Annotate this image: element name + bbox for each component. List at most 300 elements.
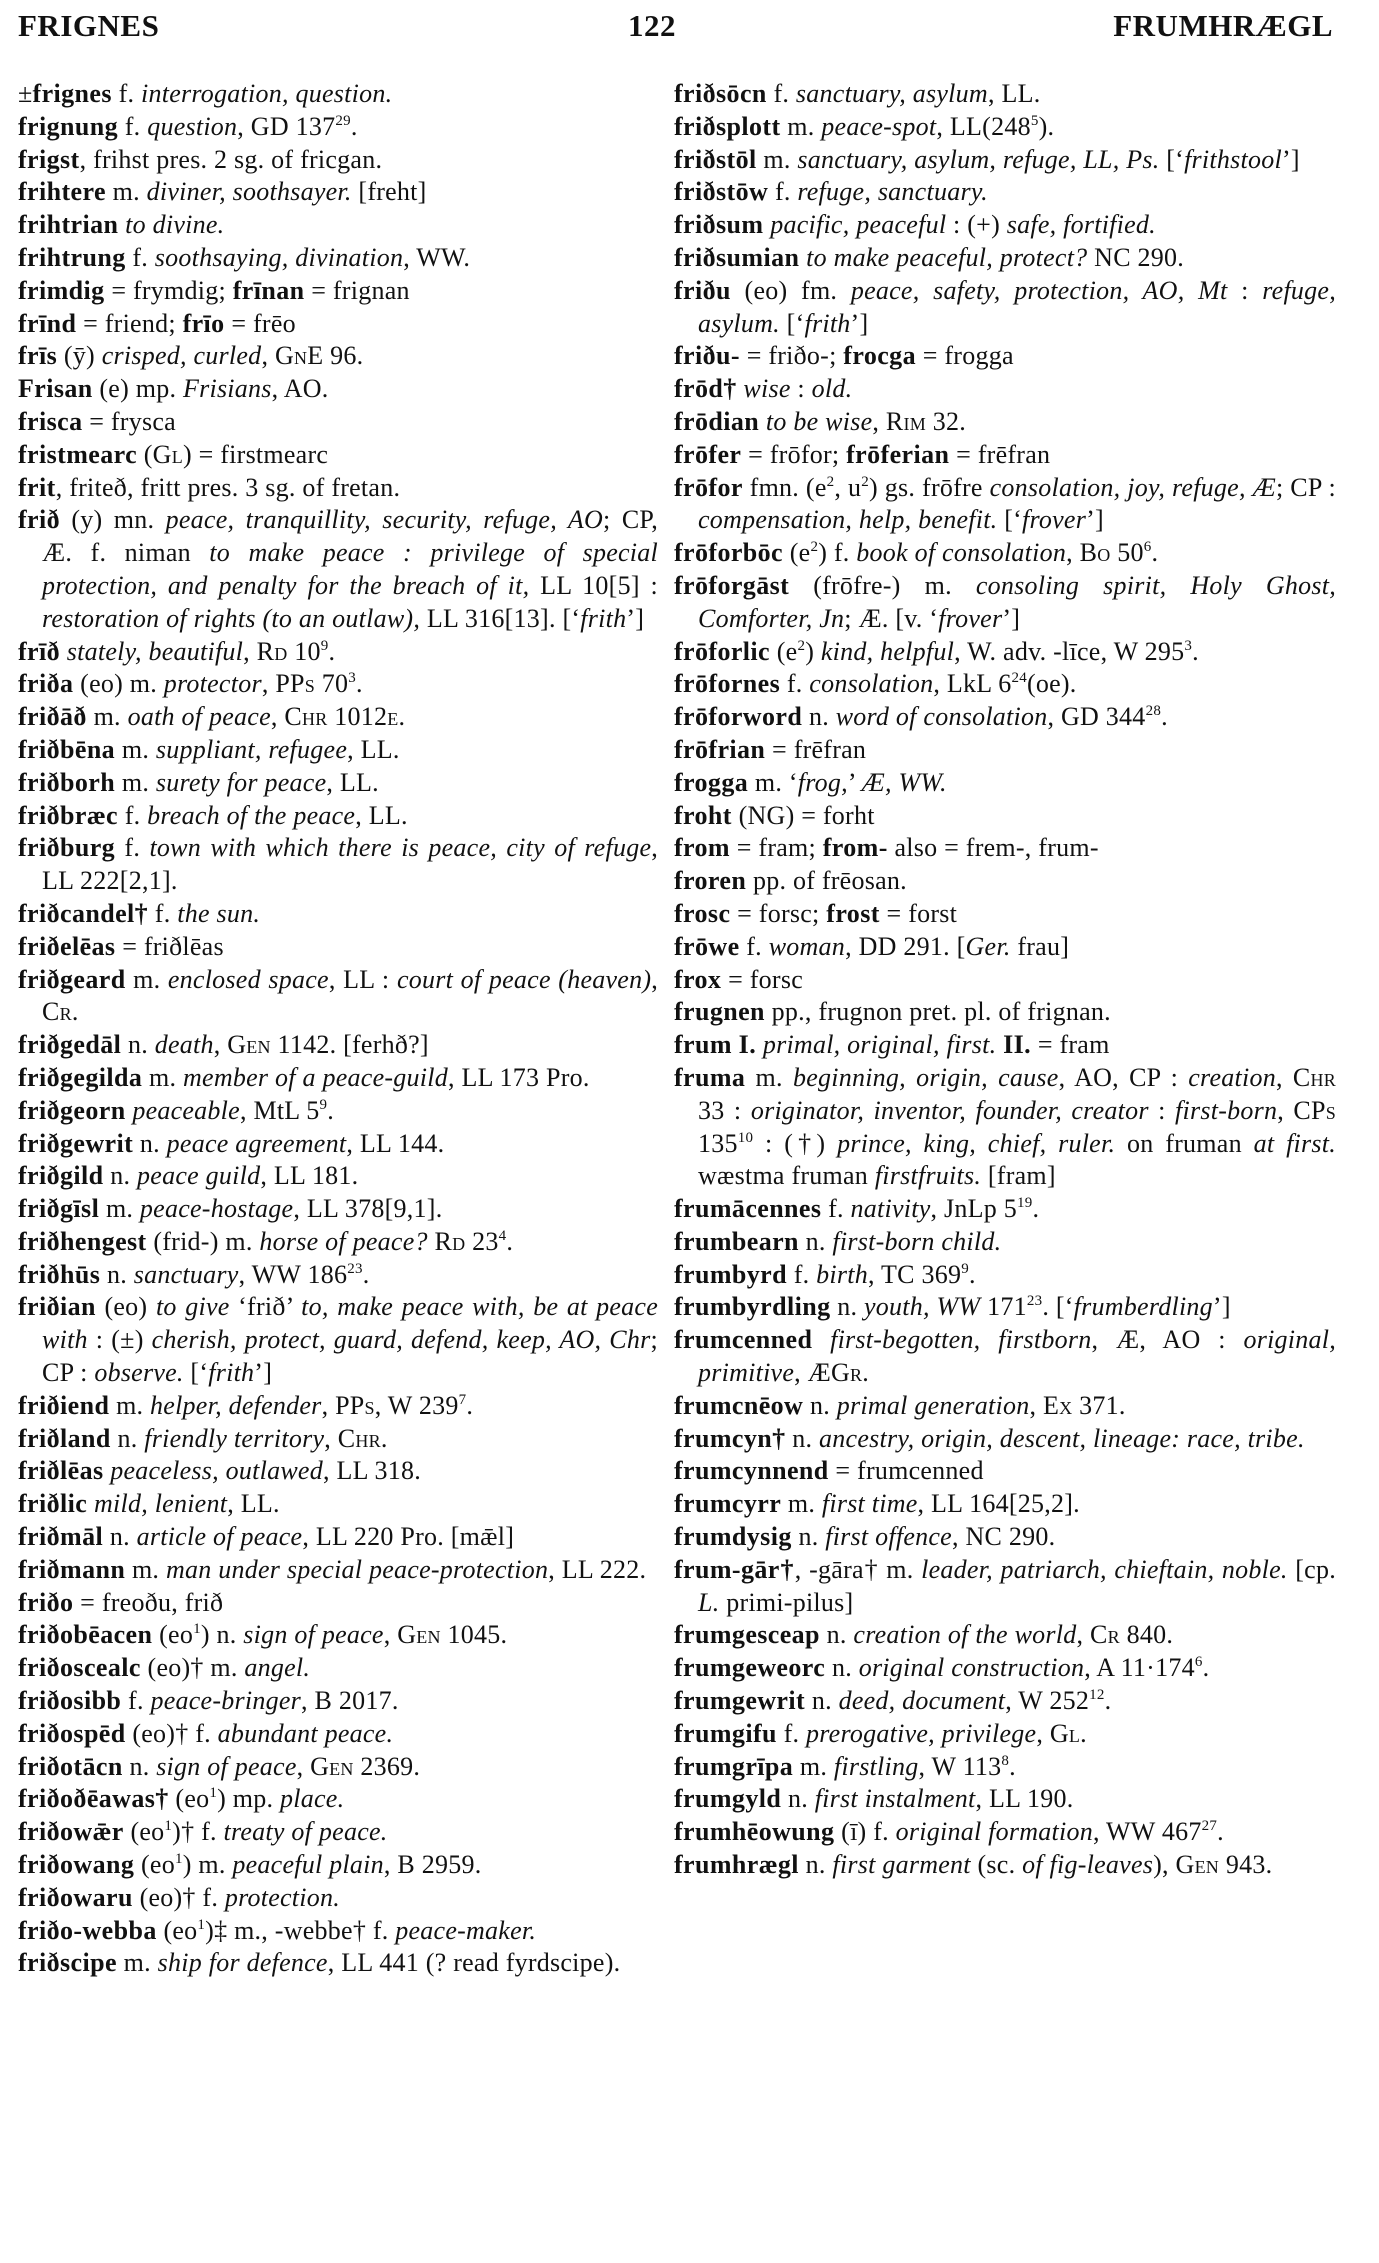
entry-headword: friðbræc xyxy=(18,800,118,830)
entry-headword: frox xyxy=(674,964,722,994)
entry-definition-italic: prince, king, chief, ruler. xyxy=(837,1128,1116,1158)
entry-headword: frumdysig xyxy=(674,1522,792,1552)
entry-text: , CP xyxy=(1277,1095,1326,1125)
dictionary-entry xyxy=(674,1685,1336,1718)
entry-headword: friðmann xyxy=(18,1554,126,1584)
dictionary-entry xyxy=(18,111,658,144)
entry-definition-italic: primal generation xyxy=(836,1390,1030,1420)
entry-superscript: 1 xyxy=(164,1818,173,1835)
entry-headword: friðobēacen xyxy=(18,1620,153,1650)
entry-text: m. xyxy=(793,1751,834,1781)
entry-text: . xyxy=(1151,538,1159,568)
dictionary-entry xyxy=(674,406,1336,439)
dictionary-entry xyxy=(674,111,1336,144)
entry-headword: fruma xyxy=(674,1062,746,1092)
entry-text: 23 xyxy=(465,1226,499,1256)
entry-text: n. xyxy=(825,1653,859,1683)
entry-definition-italic: oath of peace xyxy=(127,702,271,732)
entry-text: , C xyxy=(1275,1062,1311,1092)
entry-text: n. xyxy=(122,1751,157,1781)
entry-headword: frīs xyxy=(18,341,58,371)
dictionary-entry xyxy=(18,209,658,242)
entry-text xyxy=(732,1030,739,1059)
entry-text: , LL. xyxy=(326,767,379,797)
entry-headword: friðsplott xyxy=(674,111,781,141)
dictionary-entry xyxy=(18,1718,658,1751)
dictionary-entry xyxy=(674,668,1336,701)
entry-headword: frumgifu xyxy=(674,1718,777,1748)
entry-text: (ī) f. xyxy=(834,1817,896,1847)
dictionary-entry xyxy=(674,1652,1336,1685)
entry-headword: fristmearc xyxy=(18,439,138,469)
entry-headword: frīo xyxy=(182,308,225,338)
entry-small-caps-text: s xyxy=(1325,1095,1336,1125)
entry-superscript: 24 xyxy=(1011,670,1027,687)
entry-headword: frosc xyxy=(674,898,731,928)
entry-text: = freoðu, frið xyxy=(73,1587,224,1617)
entry-definition-italic: protection. xyxy=(224,1882,340,1912)
entry-text: = forsc; xyxy=(730,898,827,928)
entry-text: . xyxy=(862,1358,870,1388)
entry-superscript: 9 xyxy=(319,1096,328,1113)
entry-text: n. xyxy=(791,1522,826,1552)
entry-text: , LL 378[9,1]. xyxy=(293,1194,443,1224)
entry-definition-italic: soothsaying, divination xyxy=(154,242,404,272)
entry-headword: frōfer xyxy=(674,439,742,469)
entry-headword: friðhengest xyxy=(18,1226,147,1256)
entry-text: . xyxy=(356,669,363,699)
entry-headword: frigst xyxy=(18,144,80,174)
entry-text: 10 xyxy=(287,636,321,666)
entry-text xyxy=(60,637,67,666)
entry-definition-italic: first-born xyxy=(1175,1095,1278,1125)
dictionary-entry xyxy=(674,1029,1336,1062)
entry-definition-italic: firstling xyxy=(833,1751,919,1781)
entry-definition-italic: crisped, curled xyxy=(101,341,262,371)
entry-text: , A 11·174 xyxy=(1084,1653,1195,1683)
dictionary-entry xyxy=(18,504,658,635)
entry-definition-italic: beginning, origin, cause xyxy=(792,1062,1059,1092)
dictionary-entry xyxy=(674,800,1336,833)
entry-definition-italic: pacific, peaceful xyxy=(770,210,947,240)
entry-superscript: 3 xyxy=(1184,637,1193,654)
entry-superscript: 2 xyxy=(797,637,806,654)
entry-text: m. xyxy=(99,1194,140,1224)
entry-text: , LL. xyxy=(987,79,1041,108)
entry-headword: friðgild xyxy=(18,1161,104,1191)
entry-definition-italic: peaceless, outlawed xyxy=(110,1456,323,1486)
dictionary-entry xyxy=(18,1685,658,1718)
entry-text: [‘ xyxy=(779,308,805,338)
left-column xyxy=(18,78,658,1980)
entry-definition-italic: consolation, joy, refuge, Æ xyxy=(989,472,1276,502)
entry-definition-italic: protector xyxy=(163,669,262,699)
dictionary-entry xyxy=(674,1619,1336,1652)
entry-text: , LL 222. xyxy=(548,1554,647,1584)
entry-definition-italic: article of peace xyxy=(136,1522,303,1552)
entry-text: . xyxy=(1161,702,1168,732)
entry-text: )‡ m., -webbe† f. xyxy=(205,1915,396,1945)
entry-text: (frōfre-) m. xyxy=(789,570,976,600)
entry-text: m. ‘ xyxy=(748,767,798,797)
entry-text: 943. xyxy=(1219,1850,1273,1880)
entry-text: n. xyxy=(103,1522,137,1552)
dictionary-entry xyxy=(674,242,1336,275)
entry-text: ’ xyxy=(847,767,862,797)
entry-text: , WW 467 xyxy=(1092,1817,1202,1847)
entry-text: : xyxy=(790,374,812,404)
entry-text: , LL : xyxy=(328,964,397,994)
dictionary-entry xyxy=(674,1062,1336,1193)
entry-superscript: 12 xyxy=(1089,1687,1105,1704)
entry-superscript: 2 xyxy=(810,539,819,556)
entry-text: ) = firstmearc xyxy=(182,439,329,469)
dictionary-entry xyxy=(18,78,658,111)
entry-text: ± xyxy=(18,79,33,108)
entry-definition-italic: abundant peace. xyxy=(217,1718,394,1748)
dictionary-entry xyxy=(18,734,658,767)
dictionary-entry xyxy=(674,701,1336,734)
entry-text: m. xyxy=(781,1489,822,1519)
entry-definition-italic: peace-hostage xyxy=(139,1194,294,1224)
entry-text: : (†) xyxy=(753,1128,838,1158)
running-head-first-word: FRIGNES xyxy=(18,8,160,43)
entry-text: , W 113 xyxy=(918,1751,1002,1781)
dictionary-entry xyxy=(18,1390,658,1423)
entry-headword: friðcandel† xyxy=(18,898,149,928)
entry-definition-italic: sanctuary xyxy=(133,1259,239,1289)
entry-small-caps-text: d xyxy=(274,636,288,666)
entry-text: , LL. xyxy=(347,734,400,764)
entry-definition-italic: word of consolation xyxy=(835,702,1048,732)
entry-definition-italic: prerogative, privilege xyxy=(806,1718,1037,1748)
entry-definition-italic: stately, beautiful xyxy=(66,636,244,666)
dictionary-entry xyxy=(18,1062,658,1095)
entry-definition-italic: frith xyxy=(580,603,627,633)
entry-text: wæstma fruman xyxy=(698,1161,875,1191)
entry-definition-italic: first offence xyxy=(825,1522,952,1552)
entry-text: , C xyxy=(42,964,658,1027)
entry-text: , GD 344 xyxy=(1047,702,1146,732)
dictionary-entry xyxy=(674,1226,1336,1259)
entry-text: , ÆG xyxy=(794,1358,851,1388)
entry-text: m. xyxy=(745,1062,793,1092)
entry-headword: frōforbōc xyxy=(674,538,783,568)
entry-text: m. xyxy=(142,1062,184,1092)
entry-text: = forsc xyxy=(721,964,803,994)
entry-text: ) f. xyxy=(818,538,857,568)
entry-definition-italic: court of peace (heaven) xyxy=(396,964,652,994)
dictionary-entry xyxy=(18,832,658,898)
entry-text: primi-pilus] xyxy=(719,1587,854,1617)
entry-definition-italic: original formation xyxy=(895,1817,1093,1847)
entry-definition-italic: wise xyxy=(743,374,791,404)
entry-small-caps-text: hr xyxy=(301,702,328,732)
entry-text: . xyxy=(466,1390,474,1420)
entry-headword: friðbēna xyxy=(18,734,116,764)
entry-definition-italic: friendly territory xyxy=(144,1423,325,1453)
entry-headword: friðosibb xyxy=(18,1686,122,1716)
entry-text: n. xyxy=(133,1128,167,1158)
entry-text: n. xyxy=(100,1259,134,1289)
entry-definition-italic: nativity xyxy=(850,1194,931,1224)
entry-definition-italic: birth xyxy=(816,1259,868,1289)
entry-text: 1045. xyxy=(440,1620,508,1650)
dictionary-entry xyxy=(674,472,1336,538)
entry-text: ) mp. xyxy=(217,1784,281,1814)
entry-headword: frið xyxy=(18,505,61,535)
entry-text: , MtL 5 xyxy=(239,1095,320,1125)
entry-definition-italic: first time xyxy=(821,1489,918,1519)
entry-text: = frēfran xyxy=(765,734,867,764)
dictionary-entry xyxy=(674,734,1336,767)
entry-small-caps-text: x xyxy=(1059,1390,1073,1420)
entry-headword: friðmāl xyxy=(18,1522,104,1552)
dictionary-entry xyxy=(18,1947,658,1980)
entry-text: f. xyxy=(821,1194,851,1224)
entry-headword: friðland xyxy=(18,1423,111,1453)
dictionary-entry xyxy=(18,1783,658,1816)
entry-text: 135 xyxy=(698,1128,738,1158)
entry-text: , TC 369 xyxy=(867,1259,962,1289)
entry-headword: frumgyld xyxy=(674,1784,782,1814)
dictionary-entry xyxy=(18,636,658,669)
entry-text: ; Æ. [v. ‘ xyxy=(844,603,939,633)
entry-headword: frumbyrd xyxy=(674,1259,787,1289)
entry-superscript: 29 xyxy=(335,112,351,129)
entry-text: , W 252 xyxy=(1005,1686,1090,1716)
entry-text: 171 xyxy=(980,1292,1027,1322)
entry-definition-italic: observe. xyxy=(94,1358,184,1388)
entry-text: (sc. xyxy=(970,1850,1023,1880)
entry-text: , G xyxy=(1036,1718,1069,1748)
entry-text: . xyxy=(328,636,336,666)
entry-text: m. xyxy=(105,177,147,207)
entry-text: m. xyxy=(86,702,128,732)
entry-definition-italic: frover xyxy=(1022,505,1087,535)
entry-headword: friðu- xyxy=(674,341,740,371)
entry-headword: friðburg xyxy=(18,833,116,863)
entry-superscript: 1 xyxy=(193,1621,201,1638)
entry-superscript: 1 xyxy=(174,1851,183,1868)
dictionary-entry xyxy=(18,1226,658,1259)
dictionary-entry xyxy=(18,439,658,472)
entry-headword: frōwe xyxy=(674,931,740,961)
entry-definition-italic: consoling spirit, Holy Ghost, Comforter, Jn xyxy=(698,570,1337,633)
dictionary-entry xyxy=(18,1587,658,1620)
entry-small-caps-text: o xyxy=(1097,538,1111,568)
dictionary-entry xyxy=(18,1816,658,1849)
entry-text: (e xyxy=(783,538,811,568)
entry-headword: frumcyrr xyxy=(674,1489,782,1519)
entry-definition-italic: originator, inventor, founder, creator xyxy=(750,1095,1149,1125)
entry-text: E 96. xyxy=(307,341,364,371)
entry-definition-italic: creation xyxy=(1188,1062,1276,1092)
entry-headword: frumgewrit xyxy=(674,1686,806,1716)
entry-headword: friðborh xyxy=(18,767,116,797)
entry-text xyxy=(756,1030,763,1059)
entry-text: = friðo-; xyxy=(739,341,844,371)
entry-superscript: 6 xyxy=(1143,539,1152,556)
entry-text: (eo xyxy=(134,1850,175,1880)
entry-headword: friðāð xyxy=(18,702,87,732)
entry-definition-italic: old. xyxy=(811,374,853,404)
entry-headword: I. xyxy=(738,1030,757,1060)
entry-text: . xyxy=(1032,1194,1040,1224)
entry-definition-italic: death xyxy=(154,1030,214,1060)
entry-headword: frōfornes xyxy=(674,669,781,699)
entry-text: m. xyxy=(115,734,156,764)
entry-headword: frugnen xyxy=(674,997,765,1027)
entry-definition-italic: to be wise xyxy=(765,406,873,436)
entry-text: , LL 220 Pro. [mǣl] xyxy=(302,1522,515,1552)
entry-headword: friðgīsl xyxy=(18,1194,100,1224)
entry-definition-italic: frith xyxy=(804,308,851,338)
entry-definition-italic: town with which there is peace, city of refuge xyxy=(149,833,652,863)
dictionary-entry xyxy=(674,1718,1336,1751)
entry-text: . xyxy=(1104,1686,1112,1716)
entry-text: [fram] xyxy=(981,1161,1056,1191)
entry-text: . xyxy=(1217,1817,1224,1847)
entry-headword: frihtrung xyxy=(18,242,126,272)
entry-text: pp. of frēosan. xyxy=(746,866,907,896)
entry-definition-italic: frog, xyxy=(797,767,848,797)
entry-definition-italic: leader, patriarch, chieftain, noble. xyxy=(921,1554,1288,1584)
dictionary-entry xyxy=(18,275,658,308)
entry-text: (eo xyxy=(152,1620,194,1650)
entry-definition-italic: to, make peace with, be at peace with xyxy=(42,1292,658,1355)
entry-definition-italic: consolation xyxy=(809,669,934,699)
entry-headword: friðsōcn xyxy=(674,79,767,108)
entry-definition-italic: woman xyxy=(768,931,846,961)
entry-text: (frid-) m. xyxy=(146,1226,260,1256)
entry-text: ’] xyxy=(1002,603,1021,633)
dictionary-entry xyxy=(18,1291,658,1389)
entry-text: m. xyxy=(125,964,168,994)
entry-text: 1142. [ferhð?] xyxy=(270,1030,429,1060)
entry-headword: friðian xyxy=(18,1292,96,1322)
entry-headword: frōd† xyxy=(674,374,737,404)
entry-text: 2369. xyxy=(353,1751,421,1781)
dictionary-entry xyxy=(18,668,658,701)
entry-headword: frōforword xyxy=(674,702,803,732)
entry-headword: frumcynnend xyxy=(674,1456,829,1486)
entry-text: m. xyxy=(756,144,798,174)
entry-headword: frignes xyxy=(32,79,112,108)
entry-text: frau] xyxy=(1010,931,1070,961)
dictionary-entry xyxy=(674,832,1336,865)
dictionary-entry xyxy=(674,275,1336,341)
entry-text: (eo xyxy=(168,1784,210,1814)
dictionary-entry xyxy=(18,1488,658,1521)
entry-text: ’] xyxy=(1086,505,1104,535)
entry-text: ; CP : xyxy=(1275,472,1336,502)
dictionary-entry xyxy=(18,1521,658,1554)
entry-definition-italic: frith xyxy=(208,1358,255,1388)
entry-text: ’] xyxy=(850,308,869,338)
entry-text: , LkL 6 xyxy=(933,669,1012,699)
entry-text: ). xyxy=(1038,111,1055,141)
entry-text: , LL. xyxy=(227,1489,280,1519)
entry-definition-italic: peace agreement xyxy=(166,1128,347,1158)
entry-text: , frihst pres. 2 sg. of fricgan. xyxy=(79,144,383,174)
dictionary-entry xyxy=(18,1751,658,1784)
entry-text: , WW 186 xyxy=(238,1259,348,1289)
entry-headword: friðowǣr xyxy=(18,1817,124,1847)
dictionary-entry xyxy=(674,144,1336,177)
dictionary-entry xyxy=(18,1259,658,1292)
entry-text: n. xyxy=(798,1226,833,1256)
entry-text: = fram xyxy=(1031,1030,1110,1060)
entry-text: , C xyxy=(270,702,302,732)
entry-text: (eo) m. xyxy=(73,669,164,699)
entry-text: m. xyxy=(780,111,822,141)
entry-headword: frumācennes xyxy=(674,1194,822,1224)
dictionary-entry xyxy=(18,308,658,341)
entry-superscript: 3 xyxy=(348,670,357,687)
entry-text: . xyxy=(1192,636,1199,666)
entry-definition-italic: at first. xyxy=(1253,1128,1336,1158)
entry-headword: friðgeard xyxy=(18,964,126,994)
entry-text: . xyxy=(1202,1653,1210,1683)
entry-text: , LL 441 (? read fyrdscipe). xyxy=(327,1948,621,1978)
entry-definition-italic: question xyxy=(147,111,238,141)
entry-text: = frymdig; xyxy=(104,275,233,305)
dictionary-entry xyxy=(18,1193,658,1226)
entry-small-caps-text: hr xyxy=(1310,1062,1336,1092)
entry-text: , LL 190. xyxy=(975,1784,1074,1814)
entry-text: , GD 137 xyxy=(237,111,336,141)
entry-definition-italic: ancestry, origin, descent, lineage: race, tribe. xyxy=(819,1423,1305,1453)
entry-definition-italic: cherish, protect, guard, defend, keep, AO, Chr xyxy=(151,1325,651,1355)
dictionary-entry xyxy=(674,865,1336,898)
entry-text: ’] xyxy=(626,603,645,633)
entry-definition-italic: to make peaceful, protect? xyxy=(806,242,1088,272)
entry-small-caps-text: s xyxy=(304,669,316,699)
entry-text: , LL 144. xyxy=(346,1128,445,1158)
entry-superscript: 19 xyxy=(1017,1195,1033,1212)
entry-text: , G xyxy=(296,1751,330,1781)
entry-definition-italic: sanctuary, asylum, refuge, LL, Ps. xyxy=(797,144,1160,174)
entry-headword: frumcnēow xyxy=(674,1390,804,1420)
entry-text: , PP xyxy=(261,669,305,699)
entry-text: (e) mp. xyxy=(92,374,183,404)
entry-headword: friðscipe xyxy=(18,1948,117,1978)
entry-small-caps-text: l xyxy=(171,439,183,469)
dictionary-entry xyxy=(18,373,658,406)
entry-definition-italic: primal, original, first. xyxy=(762,1030,997,1060)
entry-definition-italic: original construction xyxy=(858,1653,1085,1683)
entry-small-caps-text: e xyxy=(387,702,399,732)
entry-text: , friteð, fritt pres. 3 sg. of fretan. xyxy=(55,472,401,502)
entry-text: m. xyxy=(125,1554,166,1584)
dictionary-entry xyxy=(674,996,1336,1029)
entry-small-caps-text: l xyxy=(1068,1718,1081,1748)
entry-text: , DD 291. [ xyxy=(845,931,966,961)
dictionary-entry xyxy=(674,1521,1336,1554)
entry-headword: friðoscealc xyxy=(18,1653,141,1683)
entry-text: , AO, CP : xyxy=(1058,1062,1189,1092)
entry-definition-italic: mild, lenient xyxy=(93,1489,228,1519)
entry-headword: frōforgāst xyxy=(674,570,790,600)
entry-headword: frost xyxy=(826,898,880,928)
entry-superscript: 5 xyxy=(1030,112,1039,129)
entry-text: ’] xyxy=(1281,144,1300,174)
entry-small-caps-text: im xyxy=(903,406,926,436)
dictionary-entry xyxy=(674,636,1336,669)
entry-text: 840. xyxy=(1119,1620,1174,1650)
entry-headword: frumhrægl xyxy=(674,1850,799,1880)
